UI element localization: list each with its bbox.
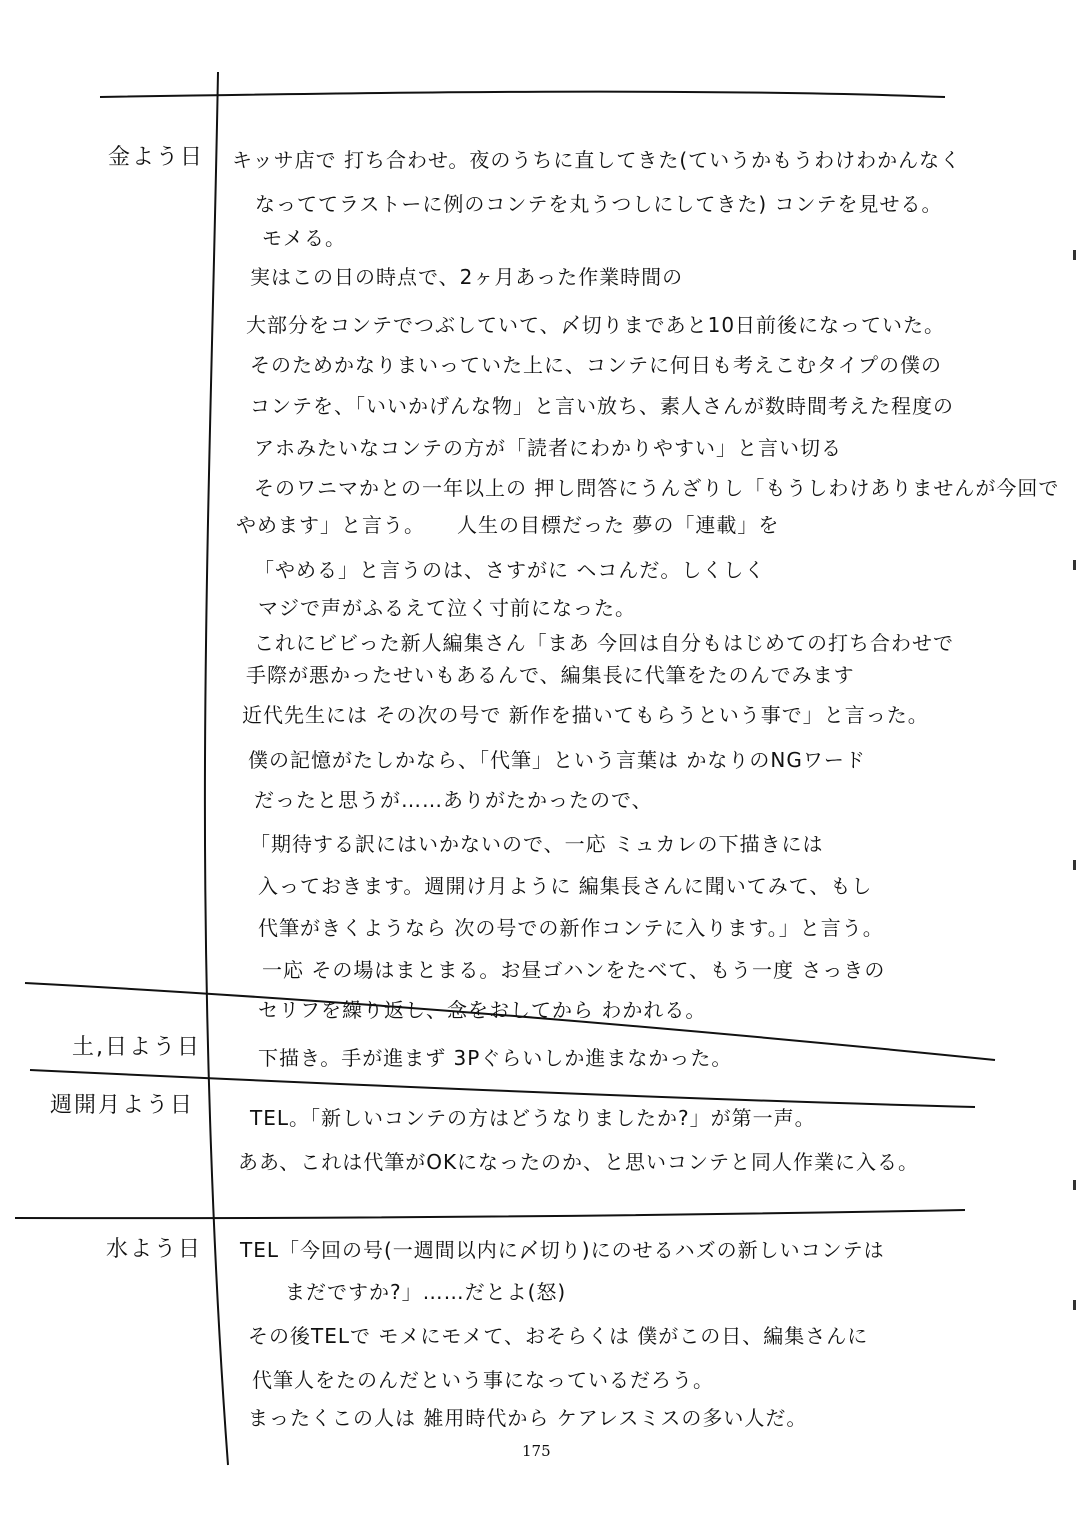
entry-line: やめます」と言う。 人生の目標だった 夢の「連載」を xyxy=(236,513,780,537)
entry-line: アホみたいなコンテの方が「読者にわかりやすい」と言い切る xyxy=(254,436,842,460)
entry-line: 「期待する訳にはいかないので、一応 ミュカレの下描きには xyxy=(250,832,824,856)
entry-line: そのワニマかとの一年以上の 押し問答にうんざりし「もうしわけありませんが今回で xyxy=(254,476,1060,500)
entry-line: なっててラストーに例のコンテを丸うつしにしてきた) コンテを見せる。 xyxy=(255,192,943,216)
day-label-weekend: 土,日よう日 xyxy=(72,1035,201,1060)
entry-line: 実はこの日の時点で、2ヶ月あった作業時間の xyxy=(250,265,684,289)
section-rule-3 xyxy=(15,1210,965,1218)
entry-line: キッサ店で 打ち合わせ。夜のうちに直してきた(ていうかもうわけわかんなく xyxy=(232,148,962,172)
top-rule xyxy=(100,92,945,97)
entry-line: 入っておきます。週開け月ように 編集長さんに聞いてみて、もし xyxy=(258,874,873,898)
scan-edge-mark xyxy=(1073,1180,1076,1190)
entry-line: 大部分をコンテでつぶしていて、〆切りまであと10日前後になっていた。 xyxy=(246,313,946,337)
entry-line: まったくこの人は 雑用時代から ケアレスミスの多い人だ。 xyxy=(248,1406,808,1430)
scan-edge-mark xyxy=(1073,1300,1076,1310)
entry-line: マジで声がふるえて泣く寸前になった。 xyxy=(258,596,636,620)
entry-line: TEL「今回の号(一週間以内に〆切り)にのせるハズの新しいコンテは xyxy=(240,1238,885,1262)
entry-line: TEL。「新しいコンテの方はどうなりましたか?」が第一声。 xyxy=(250,1106,816,1130)
entry-line: ああ、これは代筆がOKになったのか、と思いコンテと同人作業に入る。 xyxy=(238,1150,920,1174)
page-number: 175 xyxy=(522,1442,551,1460)
day-label-friday: 金よう日 xyxy=(108,145,205,170)
entry-line: 下描き。手が進まず 3Pぐらいしか進まなかった。 xyxy=(258,1046,733,1070)
entry-line: その後TELで モメにモメて、おそらくは 僕がこの日、編集さんに xyxy=(248,1324,869,1348)
vertical-divider xyxy=(205,72,228,1465)
entry-line: 代筆がきくようなら 次の号での新作コンテに入ります。」と言う。 xyxy=(258,916,884,940)
entry-line: 代筆人をたのんだという事になっているだろう。 xyxy=(252,1368,714,1392)
entry-line: セリフを繰り返し、念をおしてから わかれる。 xyxy=(258,998,707,1022)
scan-edge-mark xyxy=(1073,860,1076,870)
entry-line: 手際が悪かったせいもあるんで、編集長に代筆をたのんでみます xyxy=(246,663,855,687)
entry-line: モメる。 xyxy=(262,226,346,250)
scan-edge-mark xyxy=(1073,250,1076,260)
day-label-wednesday: 水よう日 xyxy=(106,1237,203,1262)
entry-line: コンテを、「いいかげんな物」と言い放ち、素人さんが数時間考えた程度の xyxy=(250,394,954,418)
entry-line: 僕の記憶がたしかなら、「代筆」という言葉は かなりのNGワード xyxy=(248,748,866,772)
entry-line: だったと思うが……ありがたかったので、 xyxy=(254,788,653,812)
entry-line: これにビビった新人編集さん「まあ 今回は自分もはじめての打ち合わせで xyxy=(254,631,954,655)
entry-line: 近代先生には その次の号で 新作を描いてもらうという事で」と言った。 xyxy=(242,703,929,727)
day-label-monday: 週開月よう日 xyxy=(50,1093,195,1118)
entry-line: 一応 その場はまとまる。お昼ゴハンをたべて、もう一度 さっきの xyxy=(262,958,886,982)
entry-line: 「やめる」と言うのは、さすがに ヘコんだ。しくしく xyxy=(254,558,766,582)
scan-edge-mark xyxy=(1073,560,1076,570)
entry-line: そのためかなりまいっていた上に、コンテに何日も考えこむタイプの僕の xyxy=(250,353,942,377)
entry-line: まだですか?」……だとよ(怒) xyxy=(285,1280,567,1304)
